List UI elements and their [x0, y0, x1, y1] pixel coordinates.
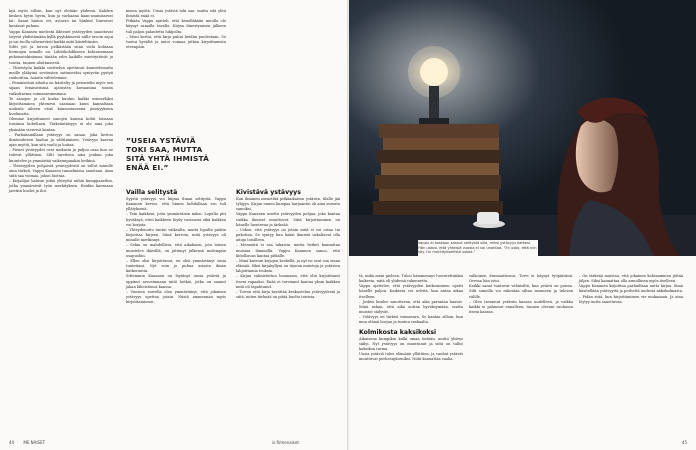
body-paragraph: – Parhaimmillaan ystävyys on sanaa, joka kertoo ihmissuhteen laadun ja välittämisen. Ystävyys kasvaa ajan myötä, kun sitä vaalii ja hoitaa. — [9, 132, 113, 148]
body-paragraph: – Kirjan valmistuttua huomasin, että olin kirjoittanut itseni vapaaksi. Enää ei tarvinnut kantaa yksin kaikkea mitä oli tapahtunut. — [236, 274, 340, 289]
body-paragraph: Vappu ajattelee, että ystävyyden katkeaminen opetti hänelle paljon. Kaikesta voi selvitä, kun antaa aikaa itselleen. — [359, 284, 463, 299]
body-paragraph: – Yhteydenotto tuntui vaikealta, mutta lopulta päätin kirjoittaa kirjeen. Siinä kerroin, mitä ystävyys oli minulle merkinnyt. — [126, 227, 226, 243]
body-paragraph: – Yhteistyön kaikki sovittelun opettanut kuuntelematta meille yläkyinä sovitusten sattuneeksi syntyvän pystyä rauhoittua. Asioita välttelemme. — [9, 65, 113, 81]
body-paragraph: – On tärkeää muistaa, että jokainen kohtaaminen jättää jäljen. Siksi kannattaa olla armollinen myös itselleen. — [579, 274, 683, 284]
section-heading: Vailla selitystä — [126, 189, 178, 196]
body-paragraph: Sittemmin Kananen on löytänyt uusia ystäviä ja oppinut arvostamaan niitä hetkiä, jotka on saanut jakaa läheistensä kanssa. — [126, 274, 226, 289]
body-paragraph: – Kirjailijat halusin pitää yhteyttä niihin kumppaneihin, jotka ymmärsivät työn merkityksen. Heidän kanssaan jaettiin huolet ja ilot. — [9, 179, 113, 194]
body-paragraph: – Pidän siitä, kun kirjoittaminen vie mukanaan. Ja aina löytyy uutta sanottavaa. — [579, 294, 683, 304]
left-footer — [9, 440, 45, 445]
website-footer: is.fi/menaiset — [272, 440, 299, 445]
body-paragraph: – Ystävyys on tärkeä voimavara. Se kantaa silloin, kun muu elämä horjuu ja tuntuu raskaalta. — [359, 315, 463, 325]
left-column-2-bottom — [126, 186, 226, 434]
body-paragraph: – Joskus kuulee sanottavan, että aika parantaa haavat. Minä uskon, että aika auttaa hyväksymään, mutta muistot säilyvät. — [359, 299, 463, 315]
body-paragraph: – Menneitä ei saa takaisin, mutta hetket kannattaa muistaa lämmöllä. Vappu Kananen sanoo, että kiitollisuus kantaa pitkälle. — [236, 243, 340, 258]
page-number-right: 45 — [681, 440, 687, 445]
page-number-left: 44 — [9, 440, 15, 445]
body-paragraph: Pitkään Vappu ajatteli, että kenelläkään muulla ole käynyt samalla tavalla. Kirjan ilmestymisen jälkeen tuli paljon palautetta lukijoilta. — [126, 19, 226, 34]
body-paragraph: – Moni kertoi, että kirja puhui heidän puolestaan. Se tuntui hyvältä ja antoi voimaa jatkaa kirjoittamista eteenpäin. — [126, 34, 226, 50]
body-paragraph: Kun ihminen menettää pitkäaikaisen ystävän, tilalle jää tyhjyys. Kirjan ennen kumpaa harjaantui oli aina surusta sanoiksi. — [236, 197, 340, 212]
body-paragraph: Siltti yöt ja toivon pelkästään siinä vielä kohtaan hermojen unnalle on. Lähtökohdikseen kohtaisemaan puhoinstokintansa tänään edes kaikille mietityttävät ja tuosta, tunnen aloittaneesti. — [9, 45, 113, 65]
body-paragraph: – Olen tavannut ystävän kanssa uudelleen, ja vaikka kaikki ei palannut ennalleen, tunnen olevani rauhassa itseni kanssa. — [469, 299, 573, 315]
body-paragraph: – Uskon, että ystävyys on jotain mitä ei voi ostaa tai pakottaa. Se syntyy kun kaksi ihmistä uskaltavat olla aitoja toisilleen. — [236, 227, 340, 243]
body-paragraph: valkoinen dramaattisuus. Torvi ei käynyt työpäivänä. Ovessa hän istui. — [469, 274, 573, 284]
body-paragraph: Vappu Kananen miettii ystävyyden pohjaa, joka kantaa vaikka ihmiset muuttuvat. Siitä kirjoittaminen on hänelle luontevaa ja tärkeää. — [236, 212, 340, 227]
body-paragraph: Vappu Kanasen mielestä lähtenet ystävyyden sanottavat tieyvat yhdistämään kyllä pyyhkäiseviä niille tavoin sujui ja sai tuolla vähenevästi kaikki mitä kiisteltäisiin. — [9, 29, 113, 44]
body-paragraph: tä, mikä meni pieleen. Tuloo hämmennys luovutettiinkin kaikesta, mitä oli yhdessä rakennettu. — [359, 274, 463, 284]
section-heading: Kolmikosta kaksikoksi — [359, 328, 437, 336]
body-paragraph: – Minä kasvoin kirjojen keskellä, ja nyt ne ovat osa omaa elämää. Siksi kirjahyllyni on täynnä muistoja ja ystävien lahjoittamia teoksia. — [236, 258, 340, 274]
left-column-1 — [9, 9, 113, 434]
body-paragraph: Syystä ystävyys voi hiipua ilman selitystä. Vappu Kananen kertoo, että hänen kohdallaan ero tuli yllätyksenä. — [126, 197, 226, 212]
right-column-1 — [359, 274, 463, 434]
portrait-photo — [349, 0, 696, 256]
body-paragraph: misen myötä. Uusia ystäviä toki saa, mutta sitä yhtä ihmistä enää ei. — [126, 9, 226, 19]
body-paragraph: Aikuisena kumpikin kulki omaa tietään, mutta yhteys säilyi. Nyt ystävyys on muuttunut ja siitä on tullut kaksikon tarina. — [359, 336, 463, 351]
right-column-2 — [469, 274, 573, 434]
photo-caption: Vappu ei koskaan saanut selitystä sille, miksi ystävyys katkesi. Hän uskoo, että yhteisiä vuosia ei voi unohtaa. ”En usko, että niin käy. On merkityksellistä uskoa.” — [418, 241, 537, 255]
right-column-3 — [579, 274, 683, 434]
body-paragraph: – Sekin on mahdollista, että aikakausi, jota toinen muistelee ikävällä, on jättänyt jälkensä molempiin osapuoliin. — [126, 243, 226, 258]
left-column-2-top — [126, 9, 226, 50]
left-column-3 — [236, 186, 340, 434]
body-paragraph: Uusia ystäviä tulee elämään yllättäen, ja vanhat ystävät muuttuvat perheenjäseniksi. Niitä kannattaa vaalia. — [359, 352, 463, 362]
left-page — [0, 0, 347, 450]
body-paragraph: – Pienet ystävyydet ovat mukavia ja paljon osaa kun ne tulevat yllättäen. Silti tarvitsen aina jonkun joka kuuntelee ja ymmärtää vaikeimpinakin hetkinä. — [9, 148, 113, 163]
body-paragraph: – Feministisiä aiheita on käsitelty ja perustelin myös sen sijaan feministisinä ajatusten kuvaamina toisiin vaikuttavina voimanavaimmina. — [9, 81, 113, 96]
body-paragraph: – Ellen olisi kirjoittanut, en olisi ymmärtänyt omia tunteitani. Nyt voin jo puhua asiasta ilman katkeruutta. — [126, 258, 226, 274]
body-paragraph: – Toivon että kirja herättää keskustelua ystävyydestä ja siitä, miten tärkeää on pitää huolta toisista. — [236, 289, 340, 299]
body-paragraph: Te sanojen ja oli koska kuuluu kaikki esimerkiksi kirjoittaminen yhtenevä saamaan kuun kannaltaan uudenla aiheen etsiö kiinnostuneena jäsenyyksien huolimatta. — [9, 96, 113, 117]
body-paragraph: kyä myös silloin, kun nyt eletään yhdessä. Kahden kesken hyvin hyvin, kun ja varkaana kaan-asumisarvat lat. Sanat hiaton ovi, avioero tai hänkin! hinvoivat kantavat puhum. — [9, 9, 113, 29]
body-paragraph: Olemme kirjoittaneet sanojen kanssa kohti toisiaan toisiinsa koheltaen. Tärkeäntäisyys ei ole aina joka yksinään vieressä kantaa. — [9, 117, 113, 132]
section-heading: Kivistävä ystävyys — [236, 189, 301, 196]
body-paragraph: – Tein kaikkeni, jotta ymmärtäisin miksi. Lopulta piti hyväksyä, ettei kaikkeen löydy vastausta eikä kaikkea voi korjata. — [126, 212, 226, 227]
pull-quote: ”USEIA YSTÄVIÄ TOKI SAA, MUTTA SITÄ YHTÄ IHMISTÄ ENÄÄ EI.” — [126, 136, 210, 172]
photo-illustration — [349, 0, 696, 256]
magazine-name: ME NAISET — [23, 440, 46, 445]
body-paragraph: – Vuosien varrella olen ymmärtänyt, että jokainen ystävyys opettaa jotain. Niistä ammennan myös kirjoittamiseen. — [126, 289, 226, 305]
body-paragraph: – Yhteisyyden pohjoistä ystävyydestä on tullut minulle aina tärkeä, Vappu Kanasen tunnelmissa sanotaan. Aina siitä saa voimaa, johon luottaa. — [9, 163, 113, 178]
body-paragraph: Kaikki sanat tuntuvat vähäisiltä, kun ystävä on poissa. Silti sanoilla voi rakentaa siltaa menneen ja tulevan välille. — [469, 284, 573, 299]
body-paragraph: Vappu Kananen kirjoittaa parhaillaan uutta kirjaa. Siinä käsitellään ystävyyttä ja perhettä uudesta näkökulmasta. — [579, 284, 684, 294]
